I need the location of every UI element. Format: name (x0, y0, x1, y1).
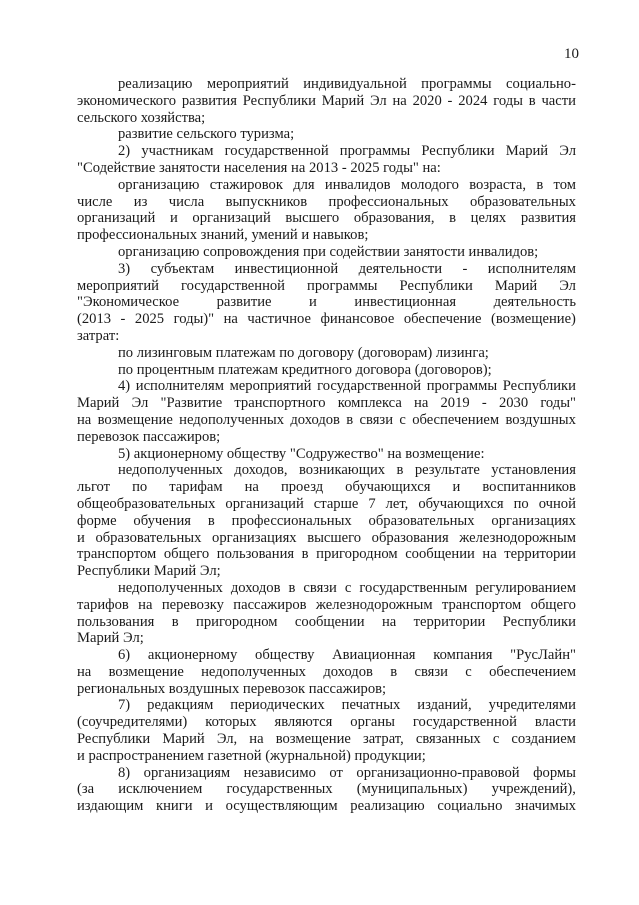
text-word: с (492, 731, 500, 748)
text-line (77, 731, 576, 748)
text-line (77, 311, 576, 328)
text-word: мероприятий (77, 277, 159, 294)
text-word: обеспечением (412, 411, 500, 428)
text-word: связанных (415, 731, 481, 748)
text-word: целях (470, 210, 507, 227)
text-word: и (205, 798, 213, 815)
text-word: возмещение (275, 731, 351, 748)
text-word: установления (491, 462, 576, 479)
text-word: органы (350, 714, 395, 731)
text-word: издающим (77, 798, 144, 815)
text-word: программы (339, 143, 411, 160)
text-line (77, 278, 576, 295)
text-word: редакциям (147, 697, 214, 714)
text-line (77, 530, 576, 547)
text-line (77, 614, 576, 631)
text-word: воздушных (505, 411, 576, 428)
text-word: - (481, 395, 487, 412)
text-line (77, 597, 576, 614)
text-word: и (452, 479, 461, 496)
text-line (77, 194, 576, 211)
text-word: с (344, 579, 352, 596)
document-body (77, 76, 576, 815)
text-word: Авиационная (332, 647, 416, 664)
text-line: региональных воздушных перевозок пассажиров; (77, 680, 387, 697)
text-word: организацию (118, 176, 200, 193)
text-word: инвестиционная (354, 294, 457, 311)
text-word: для (293, 176, 315, 193)
text-word: организаций (192, 210, 271, 227)
text-word: инвалидов (324, 176, 391, 193)
text-word: общего (163, 546, 210, 563)
text-line (77, 664, 576, 681)
text-word: транспортного (234, 395, 326, 412)
text-word: субъектам (150, 260, 215, 277)
text-word: 2019 (440, 395, 470, 412)
text-word: связи (414, 663, 448, 680)
text-word: обеспечением (489, 663, 576, 680)
text-line: профессиональных знаний, умений и навыков; (77, 227, 369, 244)
text-word: возникающих (298, 462, 386, 479)
text-line (77, 395, 576, 412)
text-word: 8) (118, 764, 131, 781)
text-word: доходов (290, 411, 340, 428)
text-word: организациям (143, 764, 231, 781)
text-line: сельского хозяйства; (77, 109, 206, 126)
text-word: Республики (421, 143, 495, 160)
text-word: изданий, (417, 697, 472, 714)
text-word: образовательных (95, 529, 202, 546)
text-word: форме (77, 512, 117, 529)
text-word: 6) (118, 647, 131, 664)
text-line: Марий Эл; (77, 630, 144, 647)
text-word: учредителями (488, 697, 576, 714)
text-word: профессиональных (231, 512, 352, 529)
text-line: затрат: (77, 327, 120, 344)
text-line (77, 714, 576, 731)
text-word: Марий (162, 731, 205, 748)
text-line (77, 76, 576, 93)
text-word: Марий (494, 277, 538, 294)
text-word: (за (77, 781, 95, 798)
text-word: развития (181, 92, 237, 109)
text-word: программы (426, 378, 498, 395)
text-line (77, 580, 576, 597)
text-word: на (77, 663, 92, 680)
text-word: недополученных (118, 462, 223, 479)
text-word: частичное (247, 311, 311, 328)
text-word: с (465, 663, 472, 680)
text-word: государственной (180, 277, 285, 294)
text-line (77, 210, 576, 227)
text-word: участникам (141, 143, 214, 160)
text-word: (2013 (77, 311, 112, 328)
text-word: социально- (506, 76, 576, 92)
text-word: из (133, 193, 148, 210)
text-line (77, 93, 576, 110)
text-word: выпускников (225, 193, 308, 210)
text-word: в (390, 663, 398, 680)
text-word: Марий (77, 395, 120, 412)
text-word: 4) (118, 378, 131, 395)
text-word: Республики (502, 613, 576, 630)
text-word: периодических (230, 697, 325, 714)
text-word: с (399, 411, 406, 428)
text-word: программы (307, 277, 378, 294)
text-word: Эл (559, 277, 576, 294)
text-word: в (207, 512, 215, 529)
text-word: Республики (399, 277, 473, 294)
text-word: доходов (230, 579, 281, 596)
text-word: в (536, 176, 544, 193)
text-word: в (449, 210, 457, 227)
text-word: территории (413, 613, 486, 630)
text-word: сообщении (405, 546, 475, 563)
text-word: государственной (224, 143, 329, 160)
text-word: в (528, 92, 536, 109)
text-word: государственной (412, 714, 517, 731)
text-word: организациях (212, 529, 297, 546)
text-word: Эл (131, 395, 149, 412)
text-word: - (120, 311, 126, 328)
text-word: комплекса (337, 395, 402, 412)
text-word: от (329, 764, 343, 781)
text-word: части (541, 92, 576, 109)
text-line: "Содействие занятости населения на 2013 - 2025 годы" на: (77, 159, 441, 176)
text-word: Марий (321, 92, 365, 109)
text-word: и (77, 529, 85, 546)
text-word: пригородном (316, 546, 398, 563)
text-line (77, 261, 576, 278)
text-word: значимых (515, 798, 576, 815)
text-word: формы (533, 764, 576, 781)
text-line (77, 781, 576, 798)
text-word: том (553, 176, 576, 193)
text-word: "РусЛайн" (510, 647, 576, 664)
text-word: доходов, (234, 462, 288, 479)
text-word: образования, (353, 210, 435, 227)
text-word: в (288, 579, 296, 596)
text-line: по процентным платежам кредитного договора (договоров); (118, 361, 492, 378)
text-word: старше (313, 495, 359, 512)
text-line: 5) акционерному обществу "Содружество" на возмещение: (118, 445, 485, 462)
text-word: на (414, 395, 429, 412)
text-word: связи (359, 411, 394, 428)
text-word: сообщении (294, 613, 365, 630)
text-word: которых (205, 714, 257, 731)
text-word: годы (493, 92, 523, 109)
text-word: Эл, (216, 731, 238, 748)
text-word: недополученных (118, 579, 223, 596)
text-word: реализацию (118, 76, 193, 92)
text-word: связи (303, 579, 337, 596)
text-line (77, 697, 576, 714)
text-word: доходов (323, 663, 373, 680)
text-word: реализацию (350, 798, 425, 815)
text-word: "Развитие (160, 395, 223, 412)
text-word: общего (530, 596, 576, 613)
text-word: исполнителям (487, 260, 576, 277)
text-word: обучения (133, 512, 192, 529)
text-word: пользования (216, 546, 295, 563)
text-word: на (223, 311, 238, 328)
text-word: перевозку (161, 596, 224, 613)
text-word: деятельности (358, 260, 443, 277)
text-word: образовательных (469, 193, 576, 210)
text-word: печатных (341, 697, 401, 714)
text-word: в (301, 546, 309, 563)
text-word: годы" (540, 395, 576, 412)
text-word: обучающихся (345, 479, 431, 496)
text-word: 7) (118, 697, 131, 714)
text-line (77, 798, 576, 815)
text-word: развитие (216, 294, 272, 311)
text-word: результате (414, 462, 480, 479)
text-word: пригородном (196, 613, 278, 630)
text-word: проезд (280, 479, 324, 496)
text-word: - (447, 92, 453, 109)
text-word: социально (437, 798, 503, 815)
text-word: затрат, (362, 731, 404, 748)
text-word: по (513, 495, 529, 512)
text-word: обеспечение (403, 311, 482, 328)
text-word: в (396, 462, 404, 479)
text-word: очной (538, 495, 576, 512)
text-line (77, 143, 576, 160)
text-word: 7 (368, 495, 376, 512)
text-word: Эл (559, 143, 576, 160)
text-word: созданием (511, 731, 576, 748)
text-word: железнодорожным (315, 596, 433, 613)
text-word: Республики (502, 378, 576, 395)
text-word: Эл (369, 92, 387, 109)
text-word: "Экономическое (77, 294, 180, 311)
text-word: недополученных (201, 663, 306, 680)
text-word: возмещение (108, 663, 184, 680)
text-word: транспортом (77, 546, 157, 563)
text-word: территории (504, 546, 576, 563)
text-word: на (244, 479, 259, 496)
text-line (77, 462, 576, 479)
text-word: 2025 (134, 311, 165, 328)
text-word: высшего (285, 210, 340, 227)
text-word: железнодорожным (459, 529, 576, 546)
text-line: организацию сопровождения при содействии занятости инвалидов; (118, 243, 539, 260)
text-word: - (462, 260, 468, 277)
text-word: власти (534, 714, 576, 731)
text-word: в (171, 613, 179, 630)
text-word: организациях (491, 512, 576, 529)
text-line: развитие сельского туризма; (118, 126, 295, 143)
text-word: возмещение (97, 411, 173, 428)
page-number: 10 (564, 46, 579, 62)
text-word: на (381, 613, 397, 630)
text-word: мероприятий (229, 378, 312, 395)
text-line (77, 546, 576, 563)
text-word: учреждений), (491, 781, 576, 798)
text-word: организаций (225, 495, 304, 512)
text-word: числа (168, 193, 205, 210)
text-line (77, 177, 576, 194)
text-word: недополученных (179, 411, 285, 428)
text-line: и распространением газетной (журнальной) продукции; (77, 747, 426, 764)
text-word: исполнителям (135, 378, 224, 395)
text-word: пассажиров (233, 596, 307, 613)
text-word: возраста, (469, 176, 527, 193)
text-word: образовательных (368, 512, 475, 529)
text-word: стажировок (209, 176, 283, 193)
text-word: тарифов (77, 596, 129, 613)
text-line: по лизинговым платежам по договору (договорам) лизинга; (118, 344, 489, 361)
text-word: льгот (77, 479, 111, 496)
text-word: на (249, 731, 264, 748)
text-word: лет, (385, 495, 409, 512)
text-word: (соучредителями) (77, 714, 188, 731)
text-word: Республики (242, 92, 316, 109)
text-word: программы (421, 76, 492, 92)
text-line (77, 513, 576, 530)
text-line (77, 412, 576, 429)
text-word: на (392, 92, 407, 109)
text-word: акционерному (147, 647, 238, 664)
text-word: исключением (118, 781, 203, 798)
text-word: обучающихся (418, 495, 504, 512)
text-word: (муниципальных) (356, 781, 468, 798)
text-word: годы)" (173, 311, 215, 328)
text-word: мероприятий (206, 76, 289, 92)
text-word: деятельность (493, 294, 576, 311)
text-word: образования (371, 529, 449, 546)
text-word: 3) (118, 260, 131, 277)
text-word: тарифам (169, 479, 223, 496)
text-word: Марий (505, 143, 549, 160)
text-word: организационно-правовой (356, 764, 520, 781)
text-line (77, 496, 576, 513)
text-word: регулированием (475, 579, 576, 596)
text-word: Республики (77, 731, 151, 748)
text-word: 2030 (498, 395, 529, 412)
text-word: молодого (400, 176, 459, 193)
text-word: воспитанников (482, 479, 576, 496)
text-word: (возмещение) (491, 311, 576, 328)
text-word: и (309, 294, 317, 311)
text-word: по (132, 479, 148, 496)
text-word: организаций (77, 210, 156, 227)
text-word: на (77, 411, 92, 428)
text-word: книги (156, 798, 193, 815)
text-word: развития (520, 210, 576, 227)
text-word: экономического (77, 92, 177, 109)
text-word: 2) (118, 143, 131, 160)
text-word: на (482, 546, 497, 563)
text-word: независимо (243, 764, 316, 781)
text-word: профессиональных (328, 193, 449, 210)
text-word: и (169, 210, 178, 227)
text-word: высшего (307, 529, 362, 546)
text-word: государственных (226, 781, 333, 798)
text-line (77, 378, 576, 395)
text-word: 2020 (412, 92, 442, 109)
text-word: государственной (317, 378, 422, 395)
text-word: пользования (77, 613, 155, 630)
text-line (77, 647, 576, 664)
text-word: обществу (255, 647, 315, 664)
text-word: государственным (359, 579, 468, 596)
text-word: общеобразовательных (77, 495, 216, 512)
text-word: финансовое (320, 311, 395, 328)
text-word: индивидуальной (303, 76, 407, 92)
text-line (77, 294, 576, 311)
text-word: на (138, 596, 153, 613)
text-word: числе (77, 193, 113, 210)
text-word: транспортом (441, 596, 522, 613)
text-word: осуществляющим (225, 798, 338, 815)
text-line (77, 479, 576, 496)
text-word: в (346, 411, 354, 428)
text-line: Республики Марий Эл; (77, 563, 221, 580)
text-line (77, 765, 576, 782)
text-word: 2024 (458, 92, 488, 109)
text-word: компания (433, 647, 493, 664)
text-word: инвестиционной (234, 260, 339, 277)
text-word: являются (274, 714, 333, 731)
text-line: перевозок пассажиров; (77, 428, 221, 445)
